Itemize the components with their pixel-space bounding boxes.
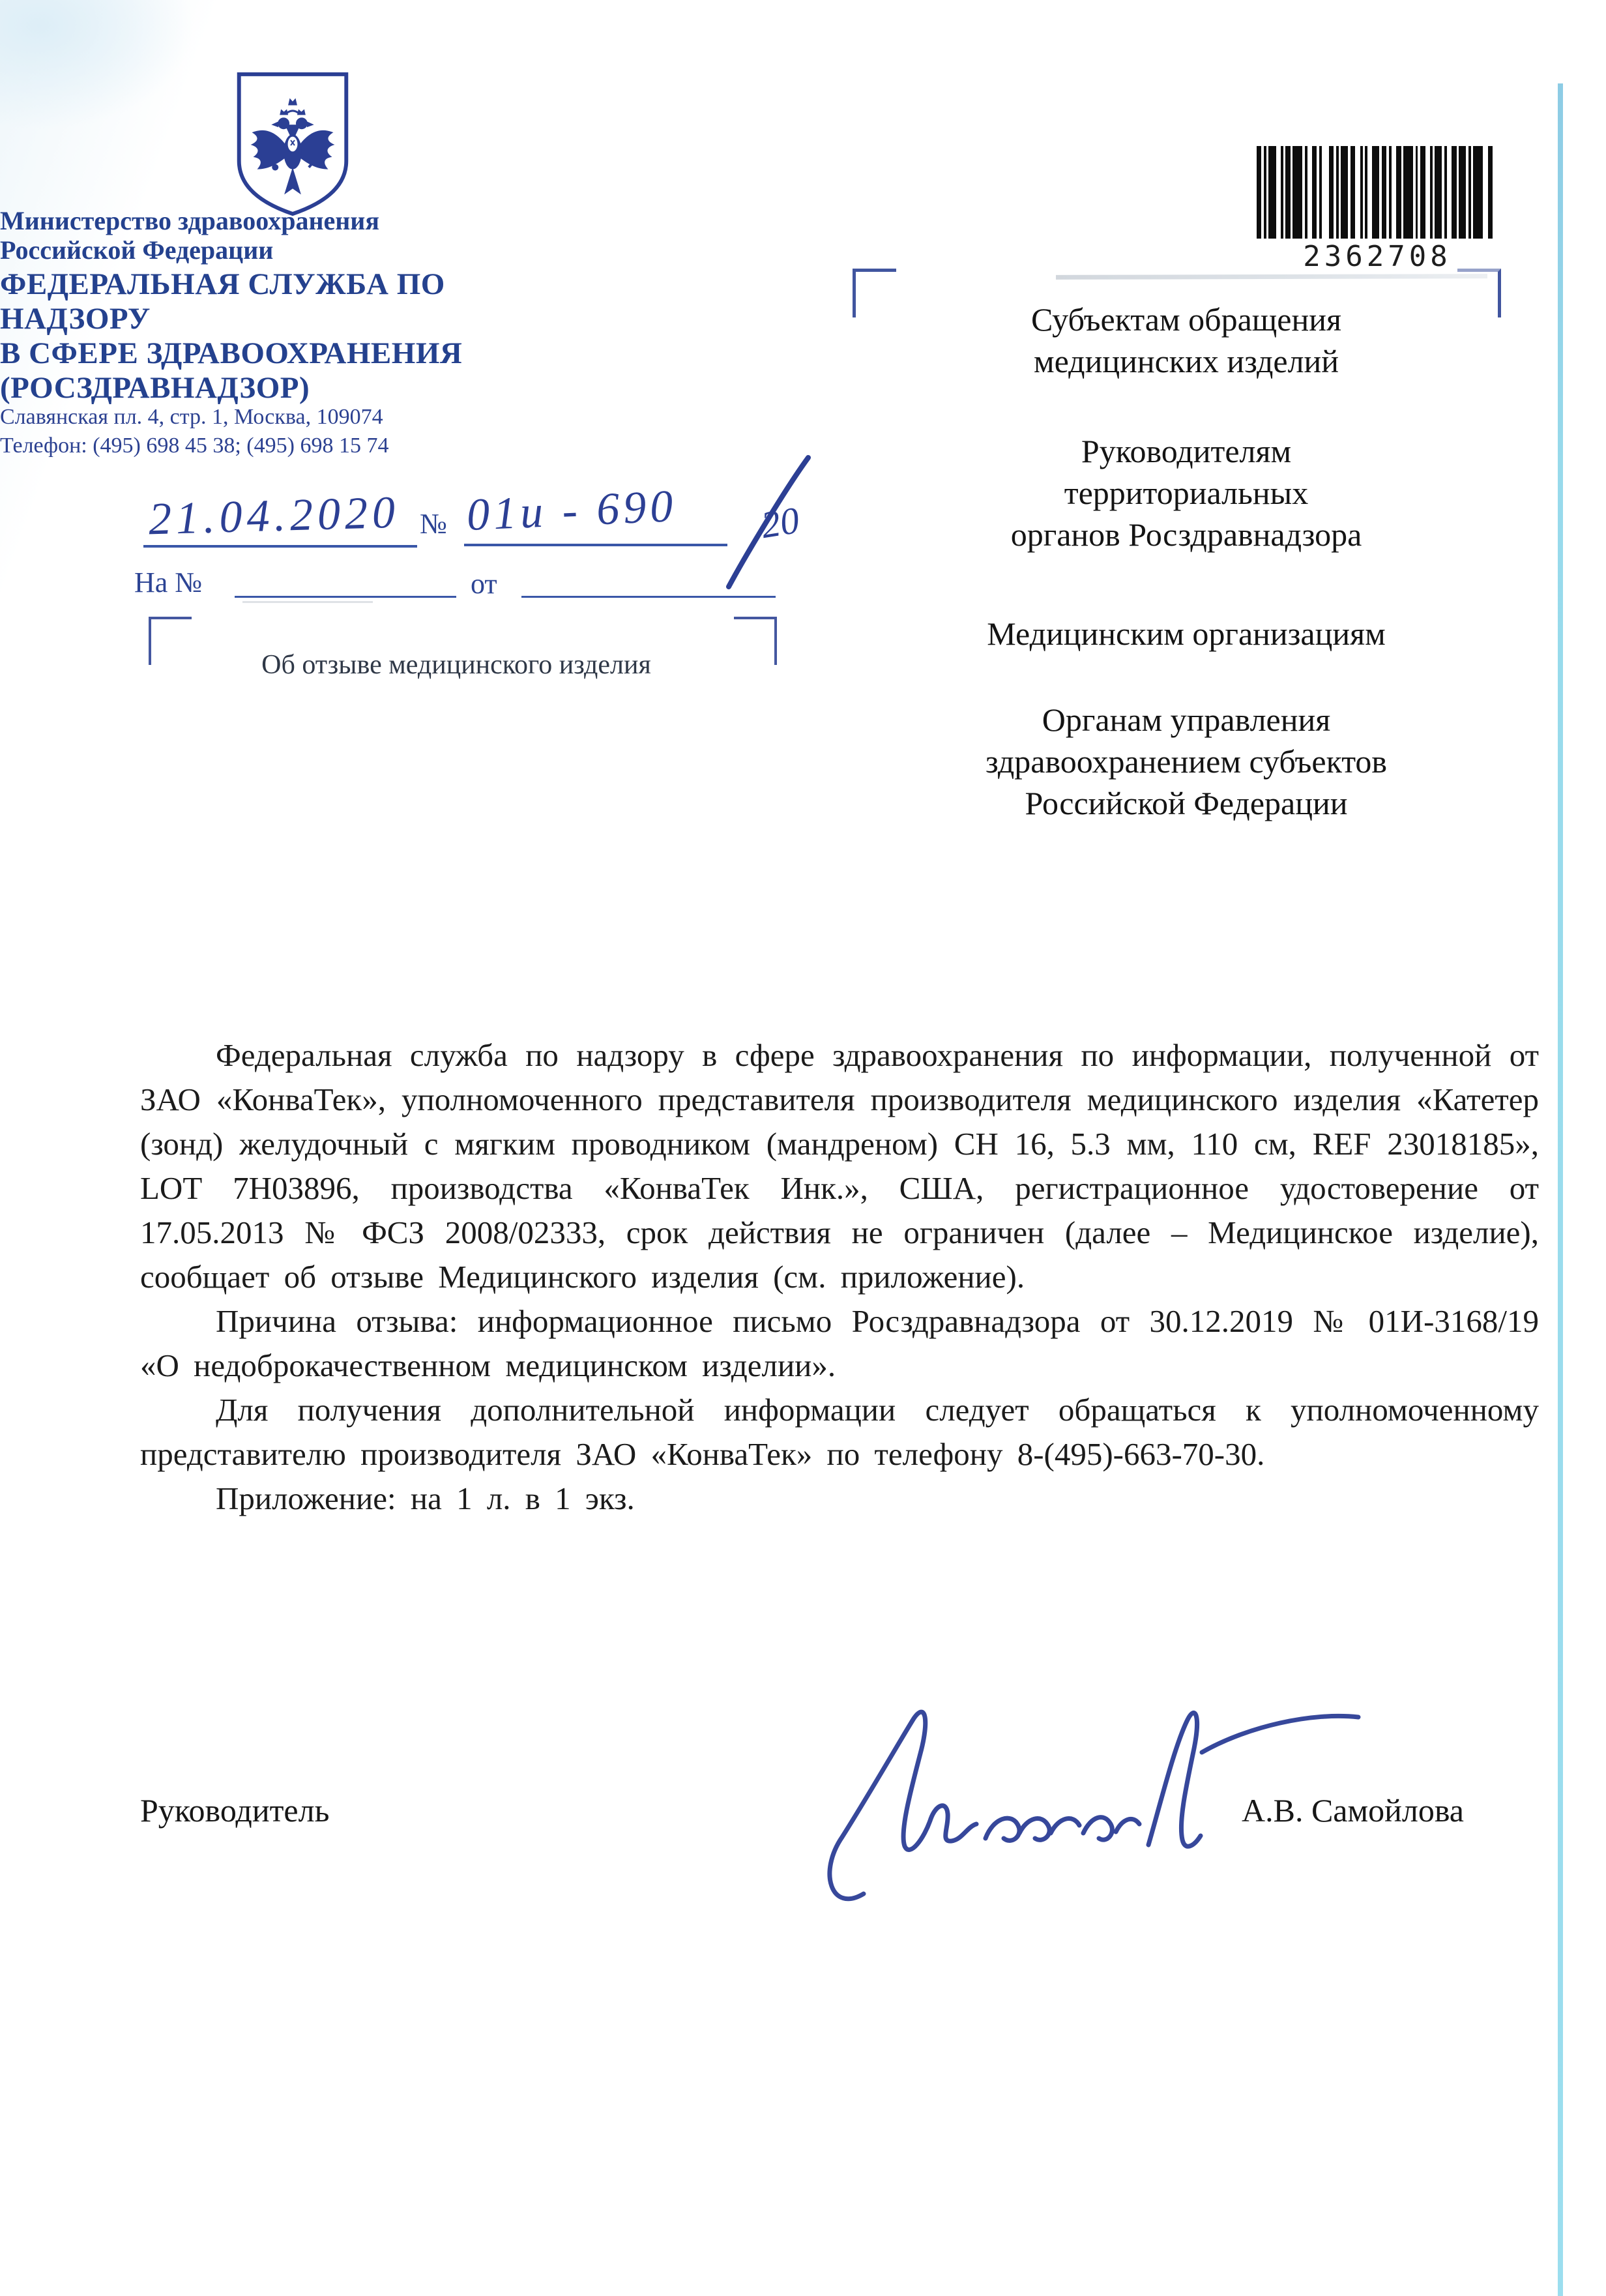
service-name-line1: ФЕДЕРАЛЬНАЯ СЛУЖБА ПО НАДЗОРУ [0,267,445,336]
recipient-line: территориальных [1064,475,1309,511]
barcode-gap [1355,146,1360,239]
recipient-line: здравоохранением субъектов [985,743,1388,780]
barcode-bar [1459,146,1466,239]
erased-text-artifact-line [1056,274,1487,280]
barcode-bar [1473,146,1483,239]
recipient-group-health-authorities [906,699,1467,824]
address-zone-corner-left [853,269,896,317]
recipient-group-territorial-heads [906,430,1467,555]
barcode-bar [1452,146,1456,239]
recipient-group-medical-orgs [906,613,1467,655]
barcode-gap [1276,146,1281,239]
service-name-line3: (РОСЗДРАВНАДЗОР) [0,371,310,405]
scan-corner-tint [0,0,196,130]
ministry-name-line1: Министерство здравоохранения [0,206,379,235]
recipient-line: Руководителям [1081,433,1292,469]
reg-date-underline [143,545,417,548]
service-name-line2: В СФЕРЕ ЗДРАВООХРАНЕНИЯ [0,336,463,370]
recipient-line: медицинских изделий [1033,343,1339,379]
barcode-bar [1257,146,1261,239]
reply-to-number-label: На № [134,567,203,598]
barcode-gap [1307,146,1312,239]
barcode-bar [1268,146,1276,239]
barcode-gap [1425,146,1430,239]
reg-date-handwritten: 21.04.2020 [147,487,400,545]
recipient-line: Российской Федерации [1025,785,1348,821]
service-contacts [0,403,587,460]
reg-number-underline [464,544,727,546]
barcode-gap [1392,146,1396,239]
signature-scrawl-icon [802,1643,1375,1917]
attachment-line: Приложение: на 1 л. в 1 экз. [216,1480,635,1516]
barcode-bar [1350,146,1355,239]
barcode-number: 2362708 [1303,240,1452,273]
reg-number-sign: № [420,508,447,540]
barcode-bar [1382,146,1386,239]
barcode-gap [1493,146,1495,239]
barcode-gap [1447,146,1452,239]
service-address: Славянская пл. 4, стр. 1, Москва, 109074 [0,405,383,429]
reply-number-blank-line [235,596,456,598]
letter-body [140,1033,1539,1521]
barcode-bar [1285,146,1290,239]
barcode-bar [1292,146,1302,239]
body-paragraph-3: Для получения дополнительной информации следует обращаться к уполномоченному представителю производителя ЗАО «КонваТек» по телефону 8-(495)-663-70-30. [140,1392,1539,1472]
recipient-line: Субъектам обращения [1031,301,1341,338]
body-paragraph-2: Причина отзыва: информационное письмо Росздравнадзора от 30.12.2019 № 01И-3168/19 «О недоброкачественном медицинском изделии». [140,1303,1539,1383]
body-paragraph-1: Федеральная служба по надзору в сфере здравоохранения по информации, полученной от ЗАО «КонваТек», уполномоченного представителя производителя медицинского изделия «Катетер (зонд) желудочный с мягким проводником (мандреном) СН 16, 5.3 мм, 110 см, REF 23018185», LOT 7Н03896, производства «КонваТек Инк.», США, регистрационное удостоверение от 17.05.2013 № ФСЗ 2008/02333, срок действия не ограничен (далее – Медицинское изделие), сообщает об отзыве Медицинского изделия (см. приложение). [140,1037,1539,1295]
subject-line: Об отзыве медицинского изделия [261,650,651,680]
barcode-gap [1367,146,1372,239]
reply-number-blank-shadow [242,601,373,603]
barcode-bar [1341,146,1348,239]
barcode-bar [1372,146,1379,239]
recipient-line: органов Росздравнадзора [1010,516,1362,553]
service-name [0,267,587,405]
barcode-bars [1257,146,1498,239]
ministry-name [0,206,587,265]
barcode-bar [1329,146,1334,239]
russia-coat-of-arms-icon [230,69,355,218]
recipient-line: Органам управления [1042,701,1331,738]
signatory-position: Руководитель [140,1792,330,1829]
barcode-bar [1403,146,1413,239]
recipient-line: Медицинским организациям [987,615,1386,652]
barcode-bar [1420,146,1425,239]
barcode-bar [1396,146,1401,239]
signatory-name: А.В. Самойлова [1242,1792,1464,1829]
barcode-bar [1435,146,1442,239]
barcode [1257,146,1498,273]
barcode-gap [1322,146,1329,239]
barcode-gap [1483,146,1487,239]
reg-number-suffix-handwritten: 20 [758,498,802,547]
page-edge-scan-line [1558,83,1563,2296]
service-phone: Телефон: (495) 698 45 38; (495) 698 15 74 [0,434,389,458]
barcode-bar [1312,146,1317,239]
reg-number-handwritten: 01и - 690 [465,481,678,540]
barcode-bar [1488,146,1493,239]
reply-from-date-label: от [471,568,497,600]
reply-date-blank-line [521,596,776,598]
ministry-name-line2: Российской Федерации [0,235,274,265]
recipient-group-subjects [906,299,1467,382]
